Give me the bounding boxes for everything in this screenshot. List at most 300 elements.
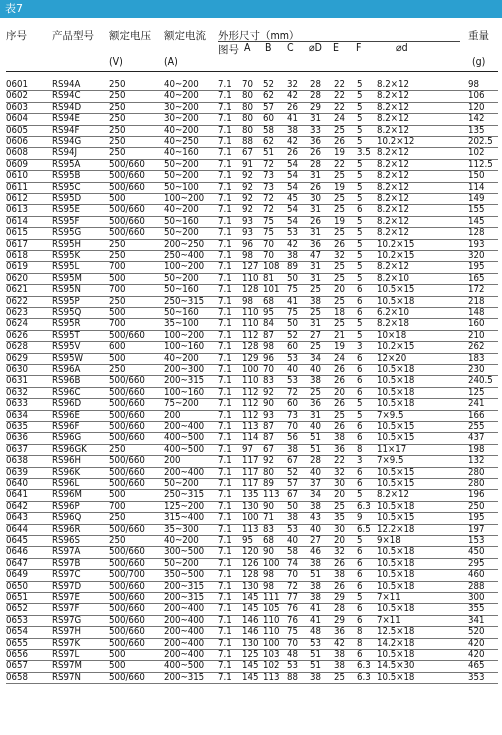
cell-d: 31: [310, 272, 321, 284]
cell-c: 42: [287, 238, 298, 250]
cell-f: 5: [357, 409, 363, 421]
cell-f: 3.5: [357, 147, 371, 159]
cell-a: 80: [242, 90, 253, 102]
cell-e: 19: [334, 215, 345, 227]
cell-a: 145: [242, 660, 259, 672]
cell-a: 110: [242, 318, 259, 330]
cell-c: 60: [287, 398, 298, 410]
cell-b: 68: [263, 535, 274, 546]
cell-fig: 7.1: [218, 671, 232, 683]
cell-a: 112: [242, 398, 259, 410]
cell-current: 40~200: [164, 90, 199, 102]
cell-fig: 7.1: [218, 284, 232, 296]
cell-a: 128: [242, 341, 259, 353]
cell-a: 110: [242, 272, 259, 284]
cell-seq: 0612: [6, 193, 28, 204]
cell-sd: 8.2×12: [377, 181, 409, 193]
cell-d: 41: [310, 603, 321, 615]
cell-current: 75~200: [164, 398, 199, 410]
cell-model: RS95N: [52, 284, 81, 296]
cell-e: 25: [334, 170, 345, 182]
cell-b: 75: [263, 227, 274, 239]
cell-a: 130: [242, 500, 259, 512]
cell-current: 200~400: [164, 649, 205, 660]
cell-e: 28: [334, 603, 345, 615]
cell-current: 50~200: [164, 478, 199, 489]
cell-e: 25: [334, 227, 345, 239]
cell-b: 83: [263, 375, 274, 387]
cell-fig: 7.1: [218, 421, 232, 432]
cell-weight: 114: [468, 181, 485, 193]
cell-d: 34: [310, 352, 321, 364]
cell-weight: 202.5: [468, 136, 493, 147]
cell-fig: 7.1: [218, 569, 232, 581]
cell-model: RS96F: [52, 421, 80, 432]
cell-model: RS95T: [52, 329, 80, 341]
cell-c: 88: [287, 671, 298, 683]
cell-voltage: 250: [109, 147, 126, 159]
cell-weight: 355: [468, 603, 485, 615]
cell-seq: 0638: [6, 455, 28, 467]
cell-sd: 10.2×15: [377, 250, 415, 261]
cell-seq: 0609: [6, 158, 28, 170]
cell-voltage: 500: [109, 660, 126, 672]
cell-seq: 0642: [6, 500, 28, 512]
cell-seq: 0603: [6, 101, 28, 113]
cell-model: RS95W: [52, 352, 83, 364]
cell-e: 25: [334, 272, 345, 284]
cell-c: 76: [287, 603, 298, 615]
cell-weight: 195: [468, 261, 485, 273]
cell-sd: 10.2×12: [377, 136, 415, 147]
cell-f: 5: [357, 592, 363, 603]
cell-current: 315~400: [164, 512, 205, 524]
cell-c: 45: [287, 193, 298, 204]
cell-voltage: 500/660: [109, 181, 145, 193]
cell-fig: 7.1: [218, 432, 232, 444]
cell-a: 80: [242, 101, 253, 113]
cell-b: 98: [263, 580, 274, 592]
cell-c: 53: [287, 660, 298, 672]
cell-c: 89: [287, 261, 298, 273]
cell-f: 6.5: [357, 523, 371, 535]
cell-c: 42: [287, 90, 298, 102]
cell-current: 250~315: [164, 489, 205, 501]
cell-a: 96: [242, 238, 253, 250]
cell-weight: 450: [468, 546, 485, 558]
cell-current: 200~400: [164, 466, 205, 478]
cell-current: 200: [164, 455, 181, 467]
cell-d: 40: [310, 421, 321, 432]
cell-voltage: 500: [109, 272, 126, 284]
cell-seq: 0631: [6, 375, 28, 387]
cell-voltage: 500/660: [109, 432, 145, 444]
cell-seq: 0623: [6, 307, 28, 318]
header-voltage: 额定电压: [109, 30, 151, 42]
cell-d: 31: [310, 227, 321, 239]
cell-fig: 7.1: [218, 523, 232, 535]
cell-weight: 132: [468, 455, 485, 467]
cell-f: 8: [357, 443, 363, 455]
cell-sd: 10.5×15: [377, 421, 415, 432]
cell-c: 32: [287, 79, 298, 90]
cell-c: 53: [287, 523, 298, 535]
cell-sd: 7×9.5: [377, 455, 404, 467]
cell-sd: 8.2×18: [377, 318, 409, 330]
cell-model: RS95H: [52, 238, 81, 250]
cell-a: 98: [242, 250, 253, 261]
cell-current: 400~500: [164, 443, 205, 455]
cell-e: 36: [334, 443, 345, 455]
cell-f: 6: [357, 557, 363, 569]
cell-c: 75: [287, 626, 298, 638]
cell-seq: 0654: [6, 626, 28, 638]
cell-c: 54: [287, 158, 298, 170]
cell-a: 91: [242, 158, 253, 170]
cell-c: 57: [287, 478, 298, 489]
cell-f: 5: [357, 329, 363, 341]
cell-d: 38: [310, 580, 321, 592]
cell-voltage: 500/660: [109, 614, 145, 626]
cell-weight: 465: [468, 660, 485, 672]
cell-b: 95: [263, 307, 274, 318]
cell-fig: 7.1: [218, 535, 232, 546]
cell-f: 5: [357, 170, 363, 182]
cell-model: RS97M: [52, 660, 82, 672]
cell-current: 50~160: [164, 215, 199, 227]
cell-f: 5: [357, 158, 363, 170]
cell-b: 58: [263, 124, 274, 136]
cell-weight: 280: [468, 466, 485, 478]
cell-d: 36: [310, 238, 321, 250]
cell-current: 50~200: [164, 227, 199, 239]
cell-d: 53: [310, 637, 321, 649]
cell-b: 101: [263, 284, 280, 296]
cell-d: 48: [310, 626, 321, 638]
cell-sd: 10.5×18: [377, 569, 415, 581]
header-current-unit: (A): [164, 56, 178, 68]
header-weight: 重量: [468, 30, 489, 42]
cell-voltage: 250: [109, 535, 126, 546]
cell-e: 20: [334, 284, 345, 296]
cell-voltage: 500/660: [109, 375, 145, 387]
cell-a: 128: [242, 569, 259, 581]
cell-a: 113: [242, 523, 259, 535]
cell-voltage: 500/660: [109, 523, 145, 535]
cell-b: 105: [263, 603, 280, 615]
cell-fig: 7.1: [218, 409, 232, 421]
cell-b: 100: [263, 637, 280, 649]
cell-seq: 0656: [6, 649, 28, 660]
cell-voltage: 700: [109, 500, 126, 512]
cell-sd: 10.2×15: [377, 341, 415, 353]
cell-sd: 10.2×15: [377, 238, 415, 250]
cell-fig: 7.1: [218, 614, 232, 626]
cell-sd: 10.5×15: [377, 466, 415, 478]
cell-c: 42: [287, 136, 298, 147]
cell-d: 40: [310, 466, 321, 478]
header-f: F: [356, 42, 362, 54]
cell-sd: 10.5×18: [377, 557, 415, 569]
cell-e: 32: [334, 546, 345, 558]
cell-b: 113: [263, 489, 280, 501]
cell-b: 98: [263, 341, 274, 353]
cell-b: 60: [263, 113, 274, 125]
cell-b: 57: [263, 101, 274, 113]
cell-fig: 7.1: [218, 307, 232, 318]
cell-a: 126: [242, 557, 259, 569]
cell-e: 22: [334, 79, 345, 90]
cell-b: 89: [263, 478, 274, 489]
cell-fig: 7.1: [218, 124, 232, 136]
cell-a: 130: [242, 580, 259, 592]
cell-d: 38: [310, 500, 321, 512]
cell-f: 5: [357, 181, 363, 193]
cell-weight: 198: [468, 443, 485, 455]
cell-a: 129: [242, 352, 259, 364]
cell-current: 35~300: [164, 523, 199, 535]
cell-d: 51: [310, 649, 321, 660]
header-fig: 图号: [218, 44, 239, 56]
cell-weight: 128: [468, 227, 485, 239]
cell-current: 50~100: [164, 181, 199, 193]
cell-current: 200~400: [164, 421, 205, 432]
cell-weight: 112.5: [468, 158, 493, 170]
cell-current: 40~200: [164, 535, 199, 546]
cell-model: RS96D: [52, 398, 82, 410]
cell-sd: 10.5×15: [377, 432, 415, 444]
cell-current: 40~250: [164, 136, 199, 147]
cell-weight: 160: [468, 318, 485, 330]
header-weight-unit: (g): [472, 56, 486, 68]
cell-c: 54: [287, 215, 298, 227]
cell-model: RS95F: [52, 215, 80, 227]
cell-e: 22: [334, 90, 345, 102]
cell-sd: 10.5×15: [377, 284, 415, 296]
cell-model: RS96K: [52, 466, 81, 478]
cell-weight: 165: [468, 272, 485, 284]
cell-current: 50~200: [164, 557, 199, 569]
cell-sd: 10.5×18: [377, 546, 415, 558]
cell-voltage: 500/660: [109, 557, 145, 569]
cell-b: 80: [263, 466, 274, 478]
cell-model: RS96GK: [52, 443, 87, 455]
cell-a: 145: [242, 592, 259, 603]
cell-d: 29: [310, 101, 321, 113]
cell-b: 75: [263, 215, 274, 227]
cell-model: RS97C: [52, 569, 81, 581]
cell-f: 6: [357, 478, 363, 489]
cell-model: RS95R: [52, 318, 81, 330]
cell-seq: 0621: [6, 284, 28, 296]
cell-weight: 241: [468, 398, 485, 410]
cell-c: 40: [287, 535, 298, 546]
cell-weight: 106: [468, 90, 485, 102]
cell-e: 32: [334, 466, 345, 478]
cell-b: 84: [263, 318, 274, 330]
cell-c: 54: [287, 170, 298, 182]
cell-seq: 0615: [6, 227, 28, 239]
cell-d: 38: [310, 295, 321, 307]
cell-b: 90: [263, 500, 274, 512]
cell-fig: 7.1: [218, 261, 232, 273]
cell-seq: 0626: [6, 329, 28, 341]
cell-f: 6: [357, 284, 363, 296]
cell-weight: 341: [468, 614, 485, 626]
cell-c: 54: [287, 204, 298, 216]
cell-sd: 11×17: [377, 443, 407, 455]
cell-b: 87: [263, 421, 274, 432]
cell-model: RS96L: [52, 478, 80, 489]
cell-f: 5: [357, 535, 363, 546]
cell-weight: 353: [468, 671, 485, 683]
cell-weight: 280: [468, 478, 485, 489]
cell-e: 19: [334, 147, 345, 159]
cell-seq: 0653: [6, 614, 28, 626]
cell-weight: 193: [468, 238, 485, 250]
cell-seq: 0617: [6, 238, 28, 250]
cell-model: RS95M: [52, 272, 82, 284]
cell-seq: 0611: [6, 181, 28, 193]
cell-model: RS94F: [52, 124, 80, 136]
cell-sd: 8.2×12: [377, 147, 409, 159]
cell-model: RS94J: [52, 147, 78, 159]
cell-model: RS95D: [52, 193, 82, 204]
cell-a: 146: [242, 626, 259, 638]
cell-e: 26: [334, 136, 345, 147]
cell-e: 25: [334, 124, 345, 136]
cell-f: 5: [357, 398, 363, 410]
cell-c: 58: [287, 546, 298, 558]
cell-e: 24: [334, 113, 345, 125]
cell-fig: 7.1: [218, 443, 232, 455]
cell-model: RS95A: [52, 158, 81, 170]
cell-c: 26: [287, 147, 298, 159]
cell-voltage: 250: [109, 364, 126, 375]
header-model: 产品型号: [52, 30, 94, 42]
cell-c: 38: [287, 250, 298, 261]
cell-b: 51: [263, 147, 274, 159]
cell-f: 6.3: [357, 660, 371, 672]
cell-fig: 7.1: [218, 295, 232, 307]
cell-current: 350~500: [164, 569, 205, 581]
cell-f: 6: [357, 307, 363, 318]
cell-current: 200~315: [164, 580, 205, 592]
cell-current: 200~315: [164, 671, 205, 683]
cell-f: 6: [357, 375, 363, 387]
cell-f: 8: [357, 637, 363, 649]
cell-fig: 7.1: [218, 113, 232, 125]
cell-sd: 7×9.5: [377, 409, 404, 421]
cell-current: 100~200: [164, 329, 205, 341]
cell-d: 26: [310, 215, 321, 227]
cell-weight: 196: [468, 489, 485, 501]
cell-b: 73: [263, 170, 274, 182]
cell-f: 8: [357, 626, 363, 638]
cell-weight: 437: [468, 432, 485, 444]
cell-f: 5: [357, 136, 363, 147]
table-row: [6, 672, 498, 684]
cell-a: 114: [242, 432, 259, 444]
cell-a: 117: [242, 466, 259, 478]
cell-model: RS94A: [52, 79, 81, 90]
cell-f: 6: [357, 649, 363, 660]
cell-weight: 230: [468, 364, 485, 375]
cell-sd: 10.5×18: [377, 603, 415, 615]
cell-e: 26: [334, 421, 345, 432]
cell-f: 5: [357, 272, 363, 284]
cell-current: 50~160: [164, 307, 199, 318]
cell-sd: 8.2×12: [377, 204, 409, 216]
cell-fig: 7.1: [218, 637, 232, 649]
cell-weight: 172: [468, 284, 485, 296]
cell-d: 31: [310, 261, 321, 273]
cell-model: RS96G: [52, 432, 82, 444]
cell-sd: 8.2×12: [377, 170, 409, 182]
cell-weight: 218: [468, 295, 485, 307]
cell-f: 5: [357, 90, 363, 102]
cell-a: 92: [242, 181, 253, 193]
cell-voltage: 500/660: [109, 626, 145, 638]
cell-voltage: 500/660: [109, 546, 145, 558]
cell-voltage: 500/660: [109, 204, 145, 216]
cell-fig: 7.1: [218, 318, 232, 330]
cell-seq: 0620: [6, 272, 28, 284]
cell-d: 26: [310, 181, 321, 193]
cell-a: 98: [242, 295, 253, 307]
cell-f: 3: [357, 455, 363, 467]
cell-voltage: 500: [109, 649, 126, 660]
cell-seq: 0644: [6, 523, 28, 535]
cell-model: RS97K: [52, 637, 81, 649]
cell-sd: 10.5×18: [377, 500, 415, 512]
cell-d: 25: [310, 307, 321, 318]
header-voltage-unit: (V): [109, 56, 123, 68]
cell-f: 6.3: [357, 671, 371, 683]
cell-seq: 0605: [6, 124, 28, 136]
cell-weight: 155: [468, 204, 485, 216]
cell-e: 20: [334, 489, 345, 501]
cell-weight: 197: [468, 523, 485, 535]
cell-d: 38: [310, 592, 321, 603]
cell-current: 100~200: [164, 193, 205, 204]
cell-d: 43: [310, 512, 321, 524]
cell-a: 146: [242, 614, 259, 626]
cell-c: 76: [287, 614, 298, 626]
cell-weight: 420: [468, 649, 485, 660]
cell-model: RS95P: [52, 295, 80, 307]
cell-c: 53: [287, 227, 298, 239]
cell-voltage: 500/660: [109, 421, 145, 432]
header-bottom-rule: [6, 71, 498, 72]
header-current: 额定电流: [164, 30, 206, 42]
cell-d: 27: [310, 535, 321, 546]
header-seq: 序号: [6, 30, 27, 42]
cell-c: 75: [287, 284, 298, 296]
cell-voltage: 500/660: [109, 329, 145, 341]
cell-c: 75: [287, 307, 298, 318]
cell-e: 38: [334, 432, 345, 444]
cell-fig: 7.1: [218, 478, 232, 489]
cell-fig: 7.1: [218, 352, 232, 364]
cell-c: 56: [287, 432, 298, 444]
cell-weight: 125: [468, 386, 485, 398]
cell-weight: 142: [468, 113, 485, 125]
cell-b: 62: [263, 136, 274, 147]
cell-voltage: 500/700: [109, 569, 145, 581]
cell-voltage: 250: [109, 90, 126, 102]
cell-d: 36: [310, 398, 321, 410]
